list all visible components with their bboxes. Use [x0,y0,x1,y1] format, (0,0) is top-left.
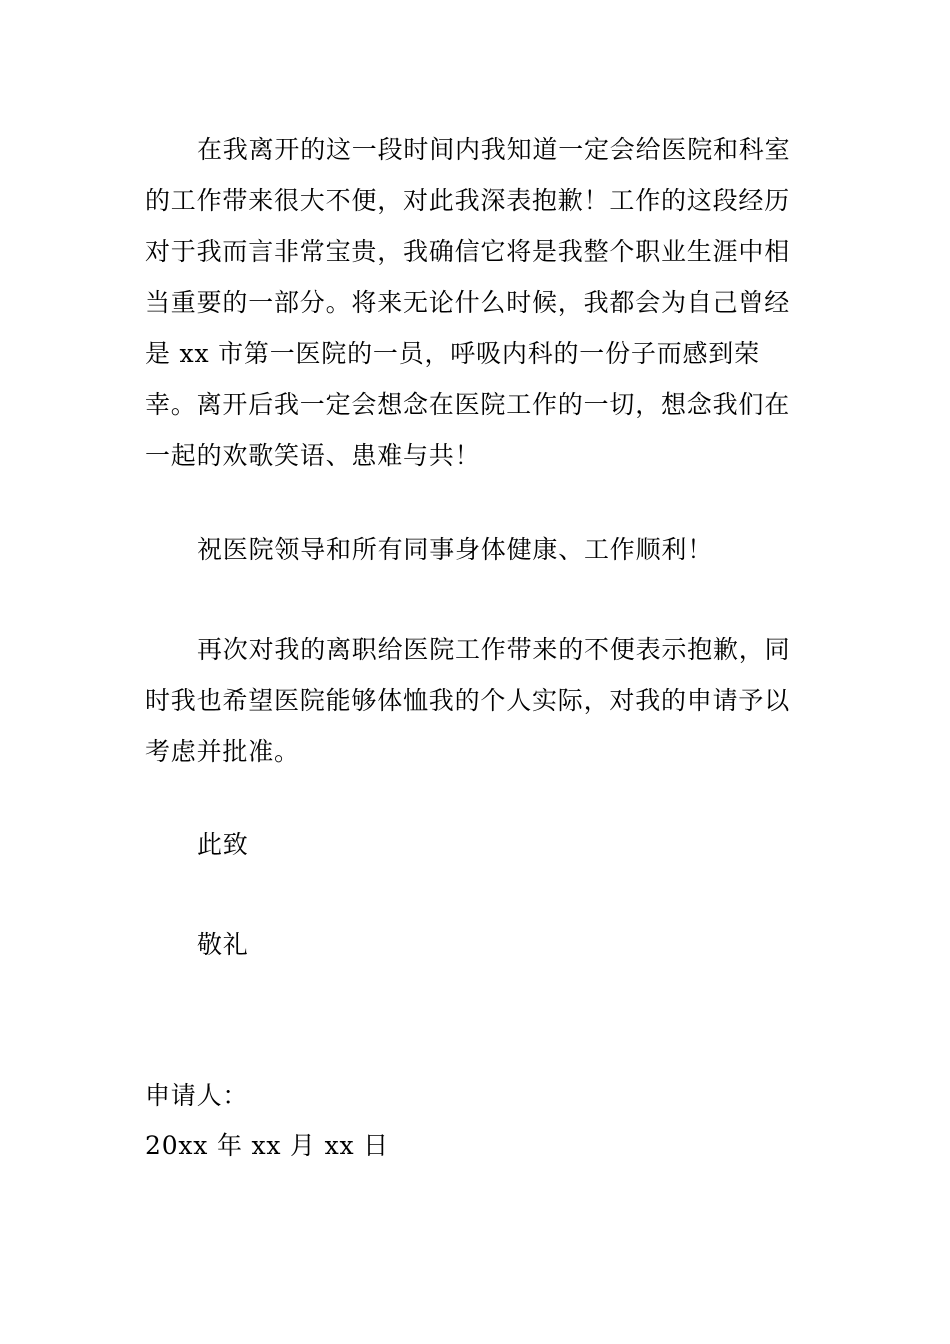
paragraph-request: 再次对我的离职给医院工作带来的不便表示抱歉，同时我也希望医院能够体恤我的个人实际，对我的申请予以考虑并批准。 [145,635,791,766]
closing-cizhi: 此致 [197,830,249,859]
applicant-label: 申请人： [145,1081,249,1110]
closing-jingli: 敬礼 [197,930,249,959]
paragraph-wishes: 祝医院领导和所有同事身体健康、工作顺利！ [197,535,714,564]
date-line: 20xx 年 xx 月 xx 日 [145,1131,389,1160]
paragraph-apology: 在我离开的这一段时间内我知道一定会给医院和科室的工作带来很大不便，对此我深表抱歉！工作的这段经历对于我而言非常宝贵，我确信它将是我整个职业生涯中相当重要的一部分。将来无论什么时候，我都会为自己曾经是 xx 市第一医院的一员，呼吸内科的一份子而感到荣幸。离开后我一定会想念在医院工作的一切，想念我们在一起的欢歌笑语、患难与共！ [145,135,791,470]
